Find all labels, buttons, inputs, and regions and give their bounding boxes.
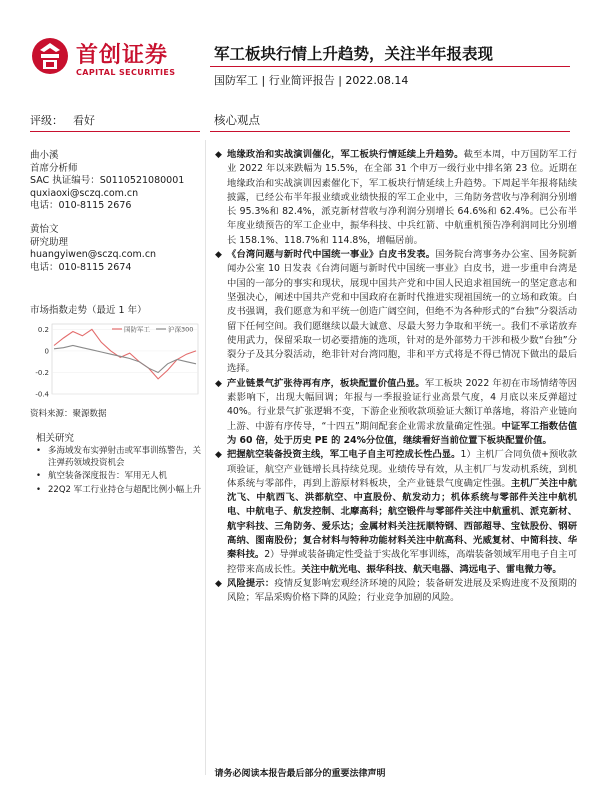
logo-mark-icon bbox=[30, 36, 70, 76]
related-research-list bbox=[36, 446, 208, 498]
analyst-role: 研究助理 bbox=[30, 236, 69, 248]
chart-frame bbox=[52, 324, 198, 394]
index-trend-chart bbox=[30, 318, 202, 400]
y-tick-label: -0.2 bbox=[35, 368, 49, 377]
core-views-title: 核心观点 bbox=[214, 113, 260, 127]
related-research-item[interactable]: • 22Q2 军工行业持仓与超配比例小幅上升 bbox=[36, 484, 202, 495]
report-subtitle: 国防军工 | 行业简评报告 | 2022.08.14 bbox=[214, 74, 409, 87]
risk-warning bbox=[215, 577, 577, 606]
analyst-card bbox=[30, 150, 184, 213]
key-point bbox=[215, 248, 577, 377]
diamond-bullet-icon: ◆ bbox=[215, 578, 222, 589]
key-point-text: 截至本周，中万国防军工行业 2022 年以来跌幅为 15.5%，在全部 31 个申万一级行业中排名第 23 位。近期在地缘政治和实战演训因素催化下，军工板块行情延续上升趋势。下周起半年报将陆续披露，已经公布半年报业绩或业绩快报的军工企业中，三角防务营收与净利润分别增长 95.3%和 82.4%，派克新材营收与净利润分别增长 64.6%和 62.4%。已公布半年度业绩预告的军工企业中，振华科技、中兵红箭、中航重机预告净利润同比分别增长 158.1%、118.7%和 114.8%，增幅居前。 bbox=[227, 149, 577, 246]
analyst-cert: SAC 执证编号：S0110521080001 bbox=[30, 175, 185, 187]
bullet-icon: • bbox=[36, 484, 42, 495]
chart-source: 资料来源：聚源数据 bbox=[30, 409, 107, 419]
series-line bbox=[54, 346, 196, 373]
legal-disclaimer: 请务必阅读本报告最后部分的重要法律声明 bbox=[214, 769, 386, 779]
logo-chinese-name: 首创证券 bbox=[76, 43, 169, 68]
diamond-bullet-icon: ◆ bbox=[215, 250, 222, 261]
rating-label: 评级： bbox=[30, 114, 63, 127]
related-research-title: 相关研究 bbox=[36, 433, 75, 444]
key-point-emphasis: 中证军工指数估值为 60 倍，处于历史 PE 的 24%分位值，继续看好当前位置下板块配置价值。 bbox=[227, 420, 577, 446]
key-point-text: 国务院台湾事务办公室、国务院新闻办公室 10 日发表《台湾问题与新时代中国统一事业》白皮书，进一步重申台湾是中国的一部分的事实和现状，展现中国共产党和中国人民追求祖国统一的坚定意志和坚强决心，阐述中国共产党和中国政府在新时代推进实现祖国统一的立场和政策。白皮书强调，我们愿意为和平统一创造广阔空间，但绝不为各种形式的“台独”分裂活动留下任何空间。我们愿继续以最大诚意、尽最大努力争取和平统一。我们不承诺放弃使用武力，保留采取一切必要措施的选项，针对的是外部势力干涉和极少数“台独”分裂分子及其分裂活动，绝非针对台湾同胞，非和平方式将是不得已情况下做出的最后选择。 bbox=[227, 249, 577, 375]
key-point bbox=[215, 377, 577, 448]
logo-english-name: CAPITAL SECURITIES bbox=[76, 68, 176, 77]
analyst-email[interactable]: huangyiwen@sczq.com.cn bbox=[30, 249, 157, 261]
bullet-icon: • bbox=[36, 471, 42, 481]
risk-warning-heading: 风险提示： bbox=[227, 577, 275, 589]
y-tick-label: 0.2 bbox=[37, 325, 49, 334]
key-point-heading: 把握航空装备投资主线，军工电子自主可控成长性凸显。 bbox=[227, 449, 461, 461]
diamond-bullet-icon: ◆ bbox=[215, 450, 222, 461]
key-point-heading: 产业链景气扩张待再有序，板块配置价值凸显。 bbox=[227, 377, 425, 389]
chart-title: 市场指数走势（最近 1 年） bbox=[30, 305, 147, 316]
diamond-bullet-icon: ◆ bbox=[215, 150, 222, 160]
related-research-item[interactable]: • 多海域发布实弹射击或军事训练警告，关注弹药领域投资机会 bbox=[36, 446, 202, 468]
key-point-emphasis: 主机厂关注中航沈飞、中航西飞、洪都航空、中直股份、航发动力；机体系统与零部件关注中航机电、中航电子、航发控制、北摩高科；航空锻件与零部件关注中航重机、派克新材、航宇科技、三角防务、爱乐达；金属材料关注抚顺特钢、西部超导、宝钛股份、钢研高纳、图南股份；复合材料与特种功能材料关注中航高科、光威复材、中简科技、华秦科技。 bbox=[227, 477, 577, 561]
y-tick-label: -0.4 bbox=[35, 390, 49, 399]
analyst-role: 首席分析师 bbox=[30, 162, 78, 174]
company-logo bbox=[30, 36, 205, 88]
analyst-name: 曲小溪 bbox=[30, 150, 59, 161]
core-views-divider bbox=[210, 131, 570, 132]
risk-warning-text: 疫情反复影响宏观经济环境的风险；装备研发进展及采购进度不及预期的风险；军品采购价格下降的风险；行业竞争加剧的风险。 bbox=[227, 577, 577, 604]
report-title: 军工板块行情上升趋势，关注半年报表现 bbox=[214, 45, 494, 63]
key-point-heading: 《台湾问题与新时代中国统一事业》白皮书发表。 bbox=[227, 249, 436, 261]
key-point-text: 军工板块 2022 年初在市场情绪等因素影响下，出现大幅回调；年报与一季报验证行业高景气度，4 月底以来反弹超过 40%。行业景气扩张逻辑不变，下游企业预收款项验证大额订单落地，将沿产业链向上游、中游有序传导，“十四五”期间配套企业需求放量确定性强。 bbox=[227, 377, 577, 432]
rating-value: 看好 bbox=[73, 114, 95, 127]
header-divider bbox=[210, 66, 570, 67]
related-research-item[interactable]: • 航空装备深度报告：军用无人机 bbox=[36, 471, 168, 481]
analyst-phone: 电话：010-8115 2676 bbox=[30, 200, 132, 212]
rating bbox=[30, 112, 95, 128]
legend-label: 国防军工 bbox=[124, 325, 150, 334]
rating-divider bbox=[30, 131, 200, 132]
core-views-content bbox=[215, 148, 577, 606]
y-tick-label: 0 bbox=[44, 347, 49, 356]
key-point bbox=[215, 448, 577, 577]
column-divider bbox=[205, 140, 206, 775]
key-point-emphasis: 关注中航光电、振华科技、航天电器、鸿远电子、雷电微力等。 bbox=[301, 563, 562, 575]
bullet-icon: • bbox=[36, 446, 42, 456]
diamond-bullet-icon: ◆ bbox=[215, 378, 222, 389]
key-point-heading: 地缘政治和实战演训催化，军工板块行情延续上升趋势。 bbox=[227, 149, 464, 160]
analyst-card bbox=[30, 224, 156, 274]
series-line bbox=[54, 329, 196, 379]
analyst-phone: 电话：010-8115 2674 bbox=[30, 261, 132, 273]
key-point bbox=[215, 148, 577, 248]
legend-label: 沪深300 bbox=[168, 325, 194, 334]
analyst-name: 黄怡文 bbox=[30, 224, 59, 235]
key-point-text: 1）主机厂合同负债+预收款项验证，航空产业链增长具持续兑现。业绩传导有效，从主机厂与发动机系统，到机体系统与零部件，再到上游原材料板块，全产业链景气度确定性强。 bbox=[227, 449, 577, 489]
analyst-email[interactable]: quxiaoxi@sczq.com.cn bbox=[30, 187, 139, 199]
key-point-text: 2）导弹或装备确定性受益于实战化军事训练，高端装备领域军用电子自主可控带来高成长性。 bbox=[227, 549, 577, 575]
